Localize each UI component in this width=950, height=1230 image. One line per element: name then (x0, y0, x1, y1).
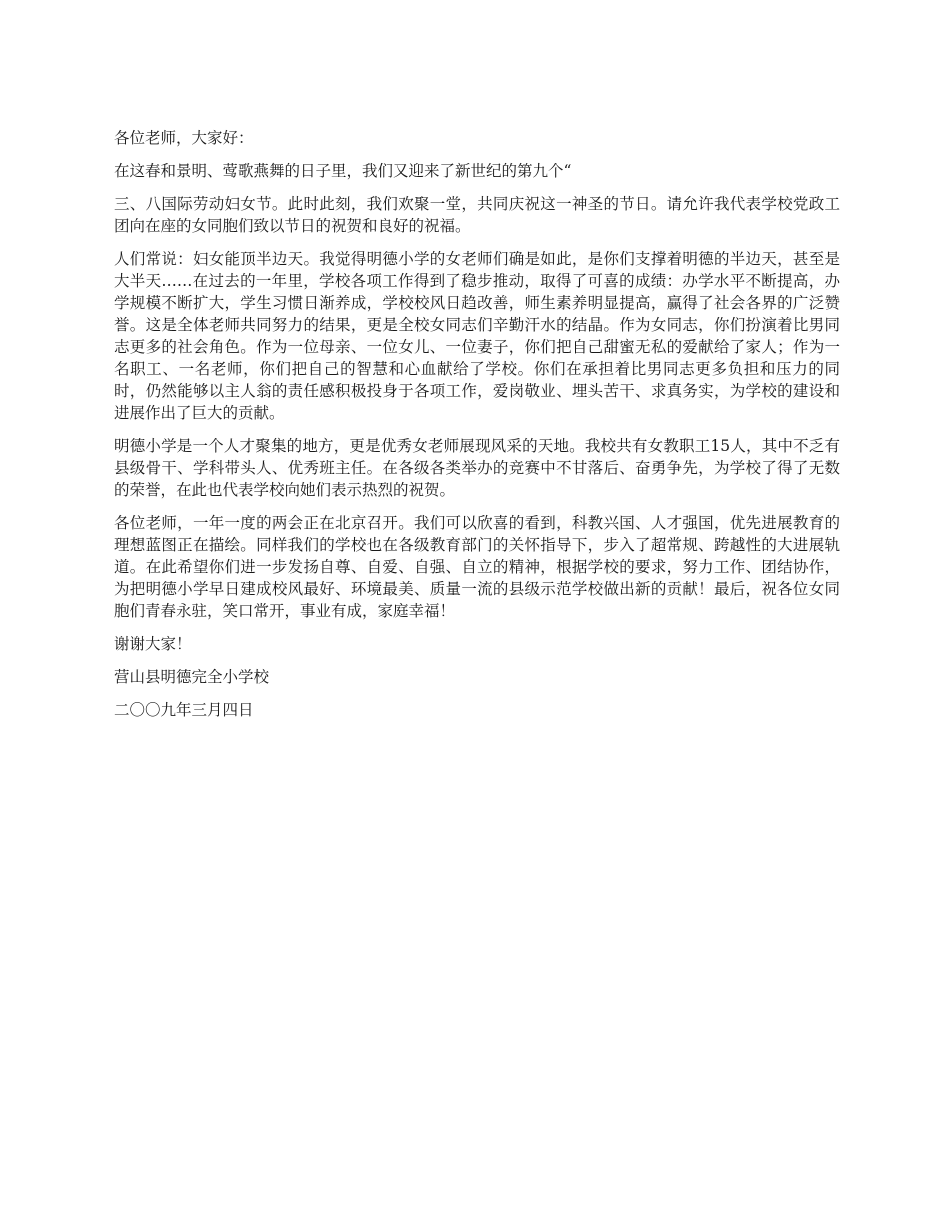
date-line: 二〇〇九年三月四日 (114, 701, 254, 719)
body-paragraph: 三、八国际劳动妇女节。此时此刻，我们欢聚一堂，共同庆祝这一神圣的节日。请允许我代表学校党政工团向在座的女同胞们致以节日的祝贺和良好的祝福。 (114, 195, 840, 235)
document-page (114, 127, 840, 732)
body-paragraph: 人们常说：妇女能顶半边天。我觉得明德小学的女老师们确是如此，是你们支撑着明德的半边天，甚至是大半天……在过去的一年里，学校各项工作得到了稳步推动，取得了可喜的成绩：办学水平不断提高，办学规模不断扩大，学生习惯日渐养成，学校校风日趋改善，师生素养明显提高，赢得了社会各界的广泛赞誉。这是全体老师共同努力的结果，更是全校女同志们辛勤汗水的结晶。作为女同志，你们扮演着比男同志更多的社会角色。作为一位母亲、一位女儿、一位妻子，你们把自己甜蜜无私的爱献给了家人；作为一名职工、一名老师，你们把自己的智慧和心血献给了学校。你们在承担着比男同志更多负担和压力的同时，仍然能够以主人翁的责任感积极投身于各项工作，爱岗敬业、埋头苦干、求真务实，为学校的建设和进展作出了巨大的贡献。 (114, 250, 840, 422)
signature-line: 营山县明德完全小学校 (114, 668, 270, 686)
body-paragraph: 明德小学是一个人才聚集的地方，更是优秀女老师展现风采的天地。我校共有女教职工15人，其中不乏有县级骨干、学科带头人、优秀班主任。在各级各类举办的竞赛中不甘落后、奋勇争先，为学校了得了无数的荣誉，在此也代表学校向她们表示热烈的祝贺。 (114, 437, 840, 499)
body-paragraph: 各位老师，一年一度的两会正在北京召开。我们可以欣喜的看到，科教兴国、人才强国，优先进展教育的理想蓝图正在描绘。同样我们的学校也在各级教育部门的关怀指导下，步入了超常规、跨越性的大进展轨道。在此希望你们进一步发扬自尊、自爱、自强、自立的精神，根据学校的要求，努力工作、团结协作，为把明德小学早日建成校风最好、环境最美、质量一流的县级示范学校做出新的贡献！最后，祝各位女同胞们青春永驻，笑口常开，事业有成，家庭幸福！ (114, 514, 840, 620)
closing-line: 谢谢大家！ (114, 635, 192, 653)
greeting-line: 各位老师，大家好： (114, 129, 254, 147)
body-paragraph: 在这春和景明、莺歌燕舞的日子里，我们又迎来了新世纪的第九个“ (114, 162, 572, 180)
